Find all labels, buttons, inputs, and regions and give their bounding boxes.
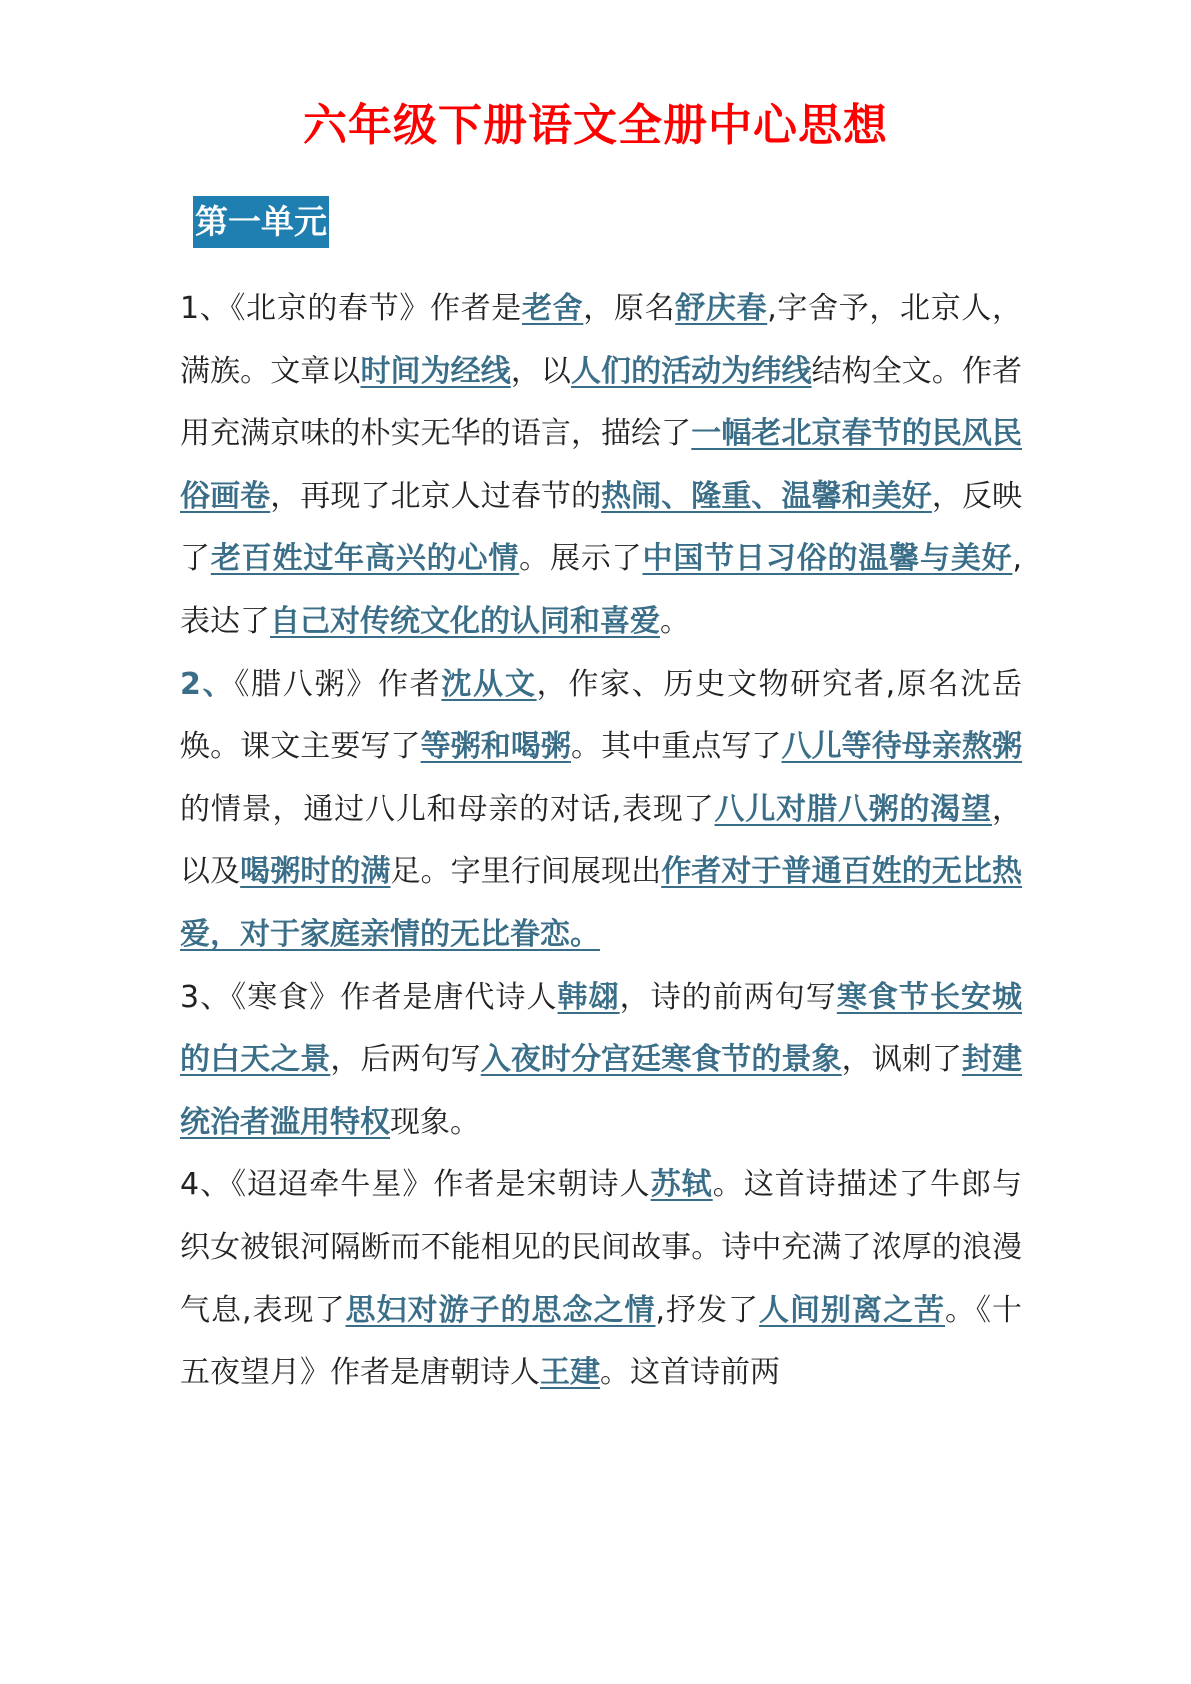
key-phrase: 思妇对游子的思念之情 bbox=[345, 1292, 656, 1328]
key-phrase: 韩翃 bbox=[557, 979, 620, 1015]
text-segment: ,表达了 bbox=[180, 541, 1023, 639]
paragraph-item-2 bbox=[180, 654, 1022, 967]
key-phrase: 时间为经线 bbox=[360, 353, 511, 389]
text-segment: 。《十五夜望月》作者是唐朝诗人 bbox=[180, 1292, 1023, 1391]
paragraph-item-1 bbox=[180, 278, 1022, 654]
text-segment: ，原名 bbox=[583, 291, 676, 326]
key-phrase: 中国节日习俗的温馨与美好 bbox=[642, 541, 1013, 577]
key-phrase: 舒庆春 bbox=[675, 291, 768, 326]
text-segment: 现象。 bbox=[390, 1104, 480, 1140]
text-segment: ，反映了 bbox=[180, 478, 1023, 577]
key-phrase: 自己对传统文化的认同和喜爱 bbox=[270, 603, 660, 639]
key-phrase: 苏轼 bbox=[650, 1167, 713, 1203]
text-segment: 3、《寒食》作者是唐代诗人 bbox=[180, 979, 558, 1015]
text-segment: ,抒发了 bbox=[655, 1292, 760, 1328]
key-phrase: 八儿等待母亲熬粥 bbox=[781, 729, 1023, 765]
text-segment: ，后两句写 bbox=[330, 1042, 481, 1078]
text-segment: 。展示了 bbox=[519, 541, 643, 577]
text-segment: 《腊八粥》作者 bbox=[234, 666, 442, 702]
key-phrase: 一幅老北京春节的民风民俗画卷 bbox=[180, 416, 1023, 514]
key-phrase: 入夜时分宫廷寒食节的景象 bbox=[480, 1042, 842, 1078]
text-segment: 结构全文。作者用充满京味的朴实无华的语言，描绘了 bbox=[180, 353, 1023, 452]
key-phrase: 人间别离之苦 bbox=[759, 1292, 946, 1328]
document-body bbox=[180, 278, 1022, 1405]
key-phrase: 封建统治者滥用特权 bbox=[180, 1042, 1023, 1140]
key-phrase: 等粥和喝粥 bbox=[420, 729, 571, 765]
key-phrase: 人们的活动为纬线 bbox=[570, 353, 812, 389]
key-phrase: 寒食节长安城的白天之景 bbox=[180, 979, 1023, 1078]
text-segment: 1、《北京的春节》作者是 bbox=[180, 291, 522, 326]
key-phrase: 王建 bbox=[540, 1355, 600, 1391]
text-segment: ，以及 bbox=[180, 791, 1022, 890]
text-segment: 。 bbox=[660, 603, 690, 639]
text-segment: ，讽刺了 bbox=[841, 1042, 962, 1078]
paragraph-item-4 bbox=[180, 1154, 1022, 1404]
text-segment: ,字舍予，北京人，满族。文章以 bbox=[180, 291, 1023, 389]
key-phrase: 八儿对腊八粥的渴望 bbox=[714, 791, 992, 827]
text-segment: ，再现了北京人过春节的 bbox=[270, 478, 602, 514]
text-segment: ，以 bbox=[510, 353, 571, 389]
paragraph-item-3 bbox=[180, 967, 1022, 1155]
text-segment: ，诗的前两句写 bbox=[619, 979, 837, 1015]
text-segment: 。这首诗前两 bbox=[600, 1355, 780, 1391]
key-phrase: 热闹、隆重、温馨和美好 bbox=[601, 478, 932, 514]
text-segment: 。其中重点写了 bbox=[570, 729, 782, 765]
section-heading: 第一单元 bbox=[193, 196, 329, 248]
text-segment: ，作家、历史文物研究者,原名沈岳焕。课文主要写了 bbox=[180, 666, 1023, 765]
text-segment: 4、《迢迢牵牛星》作者是宋朝诗人 bbox=[180, 1167, 651, 1203]
text-segment: 足。字里行间展现出 bbox=[390, 854, 662, 890]
key-phrase: 沈从文 bbox=[441, 666, 537, 702]
item-number: 2、 bbox=[180, 666, 235, 702]
key-phrase: 作者对于普通百姓的无比热爱，对于家庭亲情的无比眷恋。 bbox=[180, 854, 1023, 952]
text-segment: 。这首诗描述了牛郎与织女被银河隔断而不能相见的民间故事。诗中充满了浓厚的浪漫气息,表现了 bbox=[180, 1167, 1023, 1328]
key-phrase: 老百姓过年高兴的心情 bbox=[210, 541, 520, 577]
document-title: 六年级下册语文全册中心思想 bbox=[303, 100, 888, 151]
key-phrase: 喝粥时的满 bbox=[240, 854, 391, 890]
key-phrase: 老舍 bbox=[521, 291, 584, 326]
text-segment: 的情景，通过八儿和母亲的对话,表现了 bbox=[180, 791, 715, 827]
